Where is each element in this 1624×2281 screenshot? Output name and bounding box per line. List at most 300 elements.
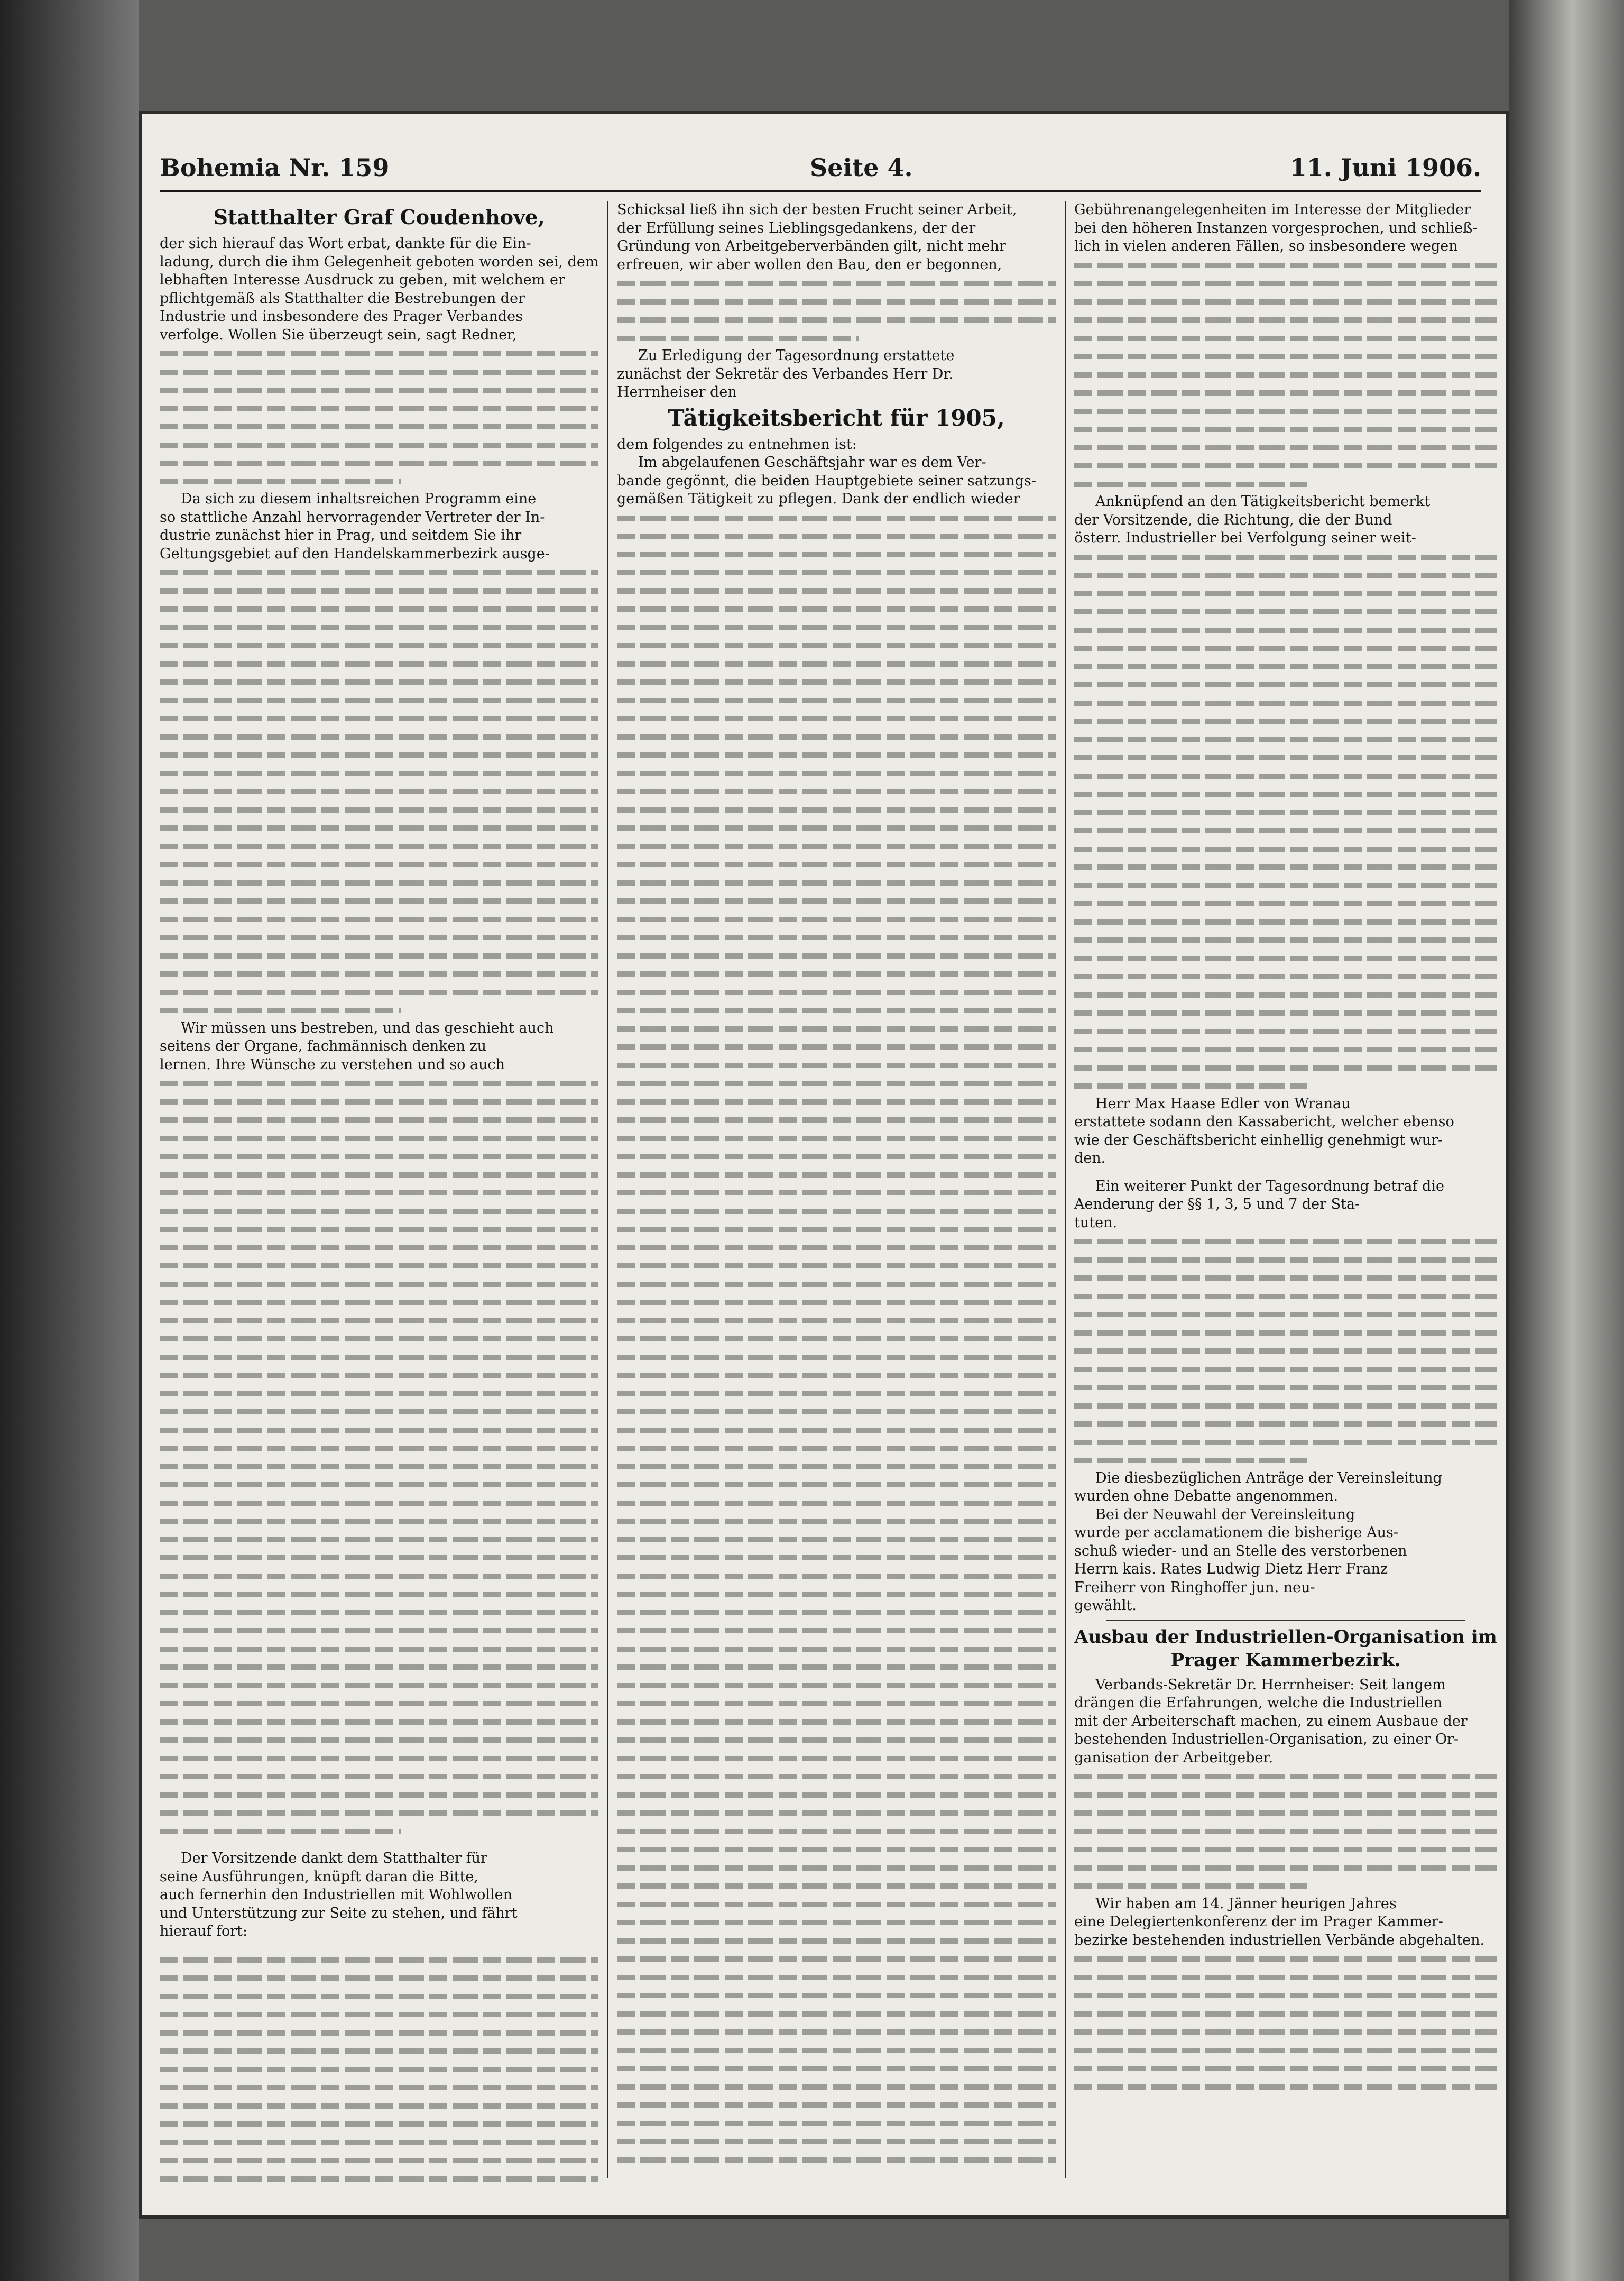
text-placeholder: [617, 1238, 1056, 1257]
text-line: zunächst der Sekretär des Verbandes Herr Dr.: [617, 365, 953, 382]
text-placeholder: [1074, 548, 1497, 566]
text-placeholder: [617, 1749, 1056, 1768]
text-placeholder: [1074, 767, 1497, 785]
text-placeholder: [617, 1767, 1056, 1786]
text-placeholder: [1074, 1968, 1497, 1986]
text-line: Geltungsgebiet auf den Handelskammerbezirk ausge-: [160, 545, 550, 562]
text-placeholder: [160, 1256, 598, 1275]
text-placeholder: [617, 618, 1056, 637]
text-placeholder: [617, 1949, 1056, 1968]
text-placeholder: [160, 1731, 598, 1749]
text-placeholder: [1074, 748, 1497, 767]
text-line: Zu Erledigung der Tagesordnung erstattete: [638, 347, 955, 364]
text-placeholder: [160, 2114, 598, 2133]
text-line: dustrie zunächst hier in Prag, und seitdem Sie ihr: [160, 527, 522, 544]
text-placeholder: [1074, 913, 1497, 931]
text-placeholder: [617, 1275, 1056, 1293]
text-line: gemäßen Tätigkeit zu pflegen. Dank der endlich wieder: [617, 491, 1020, 507]
text-placeholder: [1074, 383, 1497, 402]
text-line: auch fernerhin den Industriellen mit Wohlwollen: [160, 1887, 513, 1903]
text-placeholder: [1074, 602, 1497, 621]
text-placeholder: [1074, 566, 1497, 584]
text-placeholder: [160, 1822, 598, 1841]
text-placeholder: [617, 2022, 1056, 2041]
text-placeholder: [617, 1019, 1056, 1038]
text-placeholder: [617, 764, 1056, 783]
text-placeholder: [1074, 986, 1497, 1004]
text-placeholder: [160, 746, 598, 764]
text-placeholder: [617, 1147, 1056, 1165]
column-right: [1074, 201, 1497, 2189]
text-placeholder: [160, 2005, 598, 2024]
text-placeholder: [160, 855, 598, 873]
text-placeholder: [1074, 1822, 1497, 1841]
text-placeholder: [617, 1110, 1056, 1129]
text-placeholder: [1074, 1451, 1497, 1469]
text-placeholder: [1074, 1877, 1497, 1895]
section-heading: Statthalter Graf Coudenhove,: [213, 205, 545, 229]
text-line: drängen die Erfahrungen, welche die Industriellen: [1074, 1695, 1442, 1711]
text-placeholder: [1074, 329, 1497, 347]
text-placeholder: [1074, 1396, 1497, 1415]
text-line: Aenderung der §§ 1, 3, 5 und 7 der Sta-: [1074, 1196, 1360, 1212]
text-placeholder: [160, 1786, 598, 1804]
text-placeholder: [617, 1859, 1056, 1877]
text-placeholder: [617, 1494, 1056, 1512]
text-placeholder: [160, 636, 598, 655]
text-placeholder: [1074, 402, 1497, 420]
text-line: bande gegönnt, die beiden Hauptgebiete seiner satzungs-: [617, 472, 1036, 489]
text-placeholder: [160, 2041, 598, 2060]
text-placeholder: [1074, 2059, 1497, 2077]
text-placeholder: [617, 1804, 1056, 1822]
text-placeholder: [160, 1621, 598, 1640]
text-placeholder: [1074, 475, 1497, 493]
text-line: den.: [1074, 1150, 1106, 1166]
text-placeholder: [160, 1987, 598, 2006]
text-placeholder: [617, 1074, 1056, 1092]
text-placeholder: [617, 728, 1056, 746]
text-placeholder: [617, 509, 1056, 527]
text-placeholder: [160, 1969, 598, 1987]
text-placeholder: [1074, 821, 1497, 840]
text-line: seitens der Organe, fachmännisch denken zu: [160, 1038, 487, 1054]
text-placeholder: [617, 2095, 1056, 2114]
text-placeholder: [617, 1822, 1056, 1841]
text-line: mit der Arbeiterschaft machen, zu einem Ausbaue der: [1074, 1713, 1468, 1730]
text-line: lernen. Ihre Wünsche zu verstehen und so auch: [160, 1056, 505, 1073]
text-placeholder: [617, 1731, 1056, 1749]
text-placeholder: [1074, 1804, 1497, 1822]
text-line: der sich hierauf das Wort erbat, dankte für die Ein-: [160, 235, 531, 252]
text-placeholder: [1074, 1004, 1497, 1022]
text-placeholder: [1074, 840, 1497, 858]
text-placeholder: [617, 1457, 1056, 1476]
text-line: bestehenden Industriellen-Organisation, zu einer Or-: [1074, 1731, 1459, 1747]
text-placeholder: [617, 1877, 1056, 1895]
text-placeholder: [1074, 931, 1497, 949]
text-placeholder: [1074, 1360, 1497, 1378]
text-placeholder: [617, 274, 1056, 292]
text-placeholder: [160, 1165, 598, 1184]
text-placeholder: [1074, 730, 1497, 749]
text-placeholder: [1074, 1040, 1497, 1059]
text-placeholder: [1074, 1949, 1497, 1968]
right-binding-edge: [1509, 0, 1624, 2281]
text-placeholder: [160, 1676, 598, 1695]
header-rule: [160, 190, 1481, 192]
text-placeholder: [1074, 1022, 1497, 1041]
text-placeholder: [160, 1275, 598, 1293]
text-placeholder: [617, 2114, 1056, 2132]
text-line: so stattliche Anzahl hervorragender Vertreter der In-: [160, 509, 545, 526]
text-line: hierauf fort:: [160, 1923, 248, 1939]
text-placeholder: [160, 1640, 598, 1658]
text-placeholder: [1074, 712, 1497, 730]
text-placeholder: [617, 1092, 1056, 1111]
text-placeholder: [160, 2151, 598, 2169]
text-line: erfreuen, wir aber wollen den Bau, den er begonnen,: [617, 256, 1002, 273]
text-placeholder: [1074, 2022, 1497, 2041]
text-line: der Erfüllung seines Lieblingsgedankens, der der: [617, 219, 976, 236]
page-number: Seite 4.: [810, 153, 913, 182]
text-line: Der Vorsitzende dankt dem Statthalter für: [181, 1850, 487, 1866]
text-placeholder: [617, 1640, 1056, 1658]
text-placeholder: [617, 2150, 1056, 2169]
text-placeholder: [1074, 894, 1497, 913]
text-placeholder: [160, 1129, 598, 1147]
text-placeholder: [1074, 1305, 1497, 1323]
text-placeholder: [617, 1713, 1056, 1731]
text-placeholder: [160, 983, 598, 1001]
text-placeholder: [160, 1567, 598, 1585]
text-line: Gründung von Arbeitgeberverbänden gilt, nicht mehr: [617, 238, 1006, 254]
text-line: Industrie und insbesondere des Prager Verbandes: [160, 308, 523, 325]
text-placeholder: [617, 2004, 1056, 2023]
text-line: Wir haben am 14. Jänner heurigen Jahres: [1095, 1895, 1397, 1912]
text-line: ganisation der Arbeitgeber.: [1074, 1749, 1274, 1766]
section-divider: [1106, 1620, 1465, 1621]
text-placeholder: [617, 527, 1056, 545]
text-placeholder: [1074, 858, 1497, 876]
issue-date: 11. Juni 1906.: [1289, 153, 1481, 182]
text-placeholder: [617, 1001, 1056, 1019]
column-middle: [617, 201, 1056, 2189]
text-placeholder: [160, 1293, 598, 1311]
text-placeholder: [617, 1786, 1056, 1804]
text-placeholder: [160, 582, 598, 600]
text-placeholder: [160, 1311, 598, 1330]
text-placeholder: [617, 1256, 1056, 1275]
text-placeholder: [617, 837, 1056, 856]
text-placeholder: [1074, 347, 1497, 365]
text-placeholder: [160, 764, 598, 783]
text-placeholder: [160, 2060, 598, 2078]
text-line: gewählt.: [1074, 1597, 1137, 1614]
text-line: Im abgelaufenen Geschäftsjahr war es dem Ver-: [638, 454, 986, 471]
text-line: Herr Max Haase Edler von Wranau: [1095, 1095, 1351, 1112]
text-placeholder: [617, 673, 1056, 691]
text-placeholder: [160, 1202, 598, 1220]
text-placeholder: [1074, 2041, 1497, 2059]
section-heading: Ausbau der Industriellen-Organisation im Prager Kammerbezirk.: [1074, 1626, 1497, 1671]
text-line: Die diesbezüglichen Anträge der Vereinsleitung: [1095, 1469, 1442, 1486]
text-placeholder: [1074, 803, 1497, 822]
text-placeholder: [617, 1694, 1056, 1713]
text-placeholder: [1074, 621, 1497, 639]
text-placeholder: [160, 2133, 598, 2151]
text-placeholder: [160, 673, 598, 691]
text-placeholder: [160, 1457, 598, 1476]
text-placeholder: [617, 563, 1056, 582]
column-rule: [607, 201, 608, 2178]
text-line: seine Ausführungen, knüpft daran die Bitte,: [160, 1868, 478, 1885]
text-placeholder: [617, 1968, 1056, 1986]
text-line: verfolge. Wollen Sie überzeugt sein, sagt Redner,: [160, 326, 517, 343]
text-placeholder: [160, 563, 598, 582]
text-placeholder: [1074, 1986, 1497, 2004]
text-placeholder: [617, 1986, 1056, 2004]
text-placeholder: [160, 1238, 598, 1257]
text-placeholder: [1074, 1250, 1497, 1269]
text-placeholder: [1074, 456, 1497, 475]
text-placeholder: [160, 1749, 598, 1768]
text-placeholder: [617, 1183, 1056, 1202]
text-placeholder: [160, 1603, 598, 1622]
text-placeholder: [160, 928, 598, 946]
text-placeholder: [160, 910, 598, 928]
text-placeholder: [617, 891, 1056, 910]
text-placeholder: [160, 1512, 598, 1530]
text-placeholder: [160, 1183, 598, 1202]
text-line: pflichtgemäß als Statthalter die Bestrebungen der: [160, 290, 525, 307]
text-placeholder: [1074, 639, 1497, 657]
text-line: wurden ohne Debatte angenommen.: [1074, 1488, 1339, 1504]
text-placeholder: [617, 636, 1056, 655]
text-line: bei den höheren Instanzen vorgesprochen, und schließ-: [1074, 219, 1478, 236]
text-placeholder: [1074, 2004, 1497, 2023]
page-header: [160, 153, 1481, 190]
text-placeholder: [1074, 420, 1497, 438]
text-placeholder: [160, 1767, 598, 1786]
text-placeholder: [617, 1037, 1056, 1056]
text-placeholder: [617, 1129, 1056, 1147]
text-placeholder: [617, 818, 1056, 837]
text-line: ladung, durch die ihm Gelegenheit geboten worden sei, dem: [160, 253, 598, 270]
text-placeholder: [617, 983, 1056, 1001]
text-placeholder: [160, 1658, 598, 1676]
text-placeholder: [160, 2024, 598, 2042]
text-placeholder: [160, 1348, 598, 1366]
text-placeholder: [1074, 694, 1497, 712]
text-placeholder: [1074, 1059, 1497, 1077]
text-placeholder: [160, 709, 598, 728]
text-placeholder: [160, 472, 598, 491]
text-placeholder: [160, 1110, 598, 1129]
text-placeholder: [617, 946, 1056, 965]
text-placeholder: [617, 873, 1056, 892]
text-placeholder: [160, 454, 598, 472]
text-placeholder: [160, 600, 598, 618]
text-line: lebhaften Interesse Ausdruck zu geben, mit welchem er: [160, 272, 565, 288]
text-placeholder: [617, 2132, 1056, 2150]
text-placeholder: [1074, 1433, 1497, 1451]
text-placeholder: [160, 1421, 598, 1439]
text-placeholder: [617, 545, 1056, 564]
text-placeholder: [617, 801, 1056, 819]
text-line: Verbands-Sekretär Dr. Herrnheiser: Seit langem: [1095, 1676, 1446, 1693]
text-line: dem folgendes zu entnehmen ist:: [617, 436, 857, 453]
text-placeholder: [617, 1202, 1056, 1220]
text-line: wurde per acclamationem die bisherige Aus-: [1074, 1524, 1398, 1541]
text-placeholder: [617, 1384, 1056, 1403]
text-placeholder: [617, 655, 1056, 673]
text-placeholder: [617, 1621, 1056, 1640]
text-placeholder: [617, 1056, 1056, 1074]
text-placeholder: [1074, 438, 1497, 457]
text-placeholder: [160, 436, 598, 454]
text-placeholder: [617, 1220, 1056, 1238]
text-placeholder: [160, 655, 598, 673]
text-placeholder: [617, 746, 1056, 764]
text-placeholder: [617, 2041, 1056, 2059]
text-line: Gebührenangelegenheiten im Interesse der Mitglieder: [1074, 201, 1471, 218]
text-placeholder: [160, 1951, 598, 1969]
text-placeholder: [1074, 1378, 1497, 1396]
text-placeholder: [617, 1932, 1056, 1950]
text-placeholder: [1074, 1287, 1497, 1305]
text-placeholder: [160, 873, 598, 892]
text-placeholder: [1074, 292, 1497, 311]
text-placeholder: [160, 1074, 598, 1092]
text-placeholder: [1074, 1077, 1497, 1095]
text-line: tuten.: [1074, 1214, 1118, 1231]
text-placeholder: [617, 1165, 1056, 1184]
text-placeholder: [160, 2078, 598, 2096]
section-heading: Tätigkeitsbericht für 1905,: [668, 404, 1005, 431]
text-placeholder: [617, 1402, 1056, 1421]
text-placeholder: [160, 2096, 598, 2115]
text-placeholder: [1074, 365, 1497, 384]
text-placeholder: [617, 691, 1056, 710]
text-placeholder: [1074, 1268, 1497, 1287]
text-placeholder: [1074, 785, 1497, 803]
text-placeholder: [617, 1530, 1056, 1549]
text-placeholder: [160, 1804, 598, 1822]
text-placeholder: [160, 837, 598, 856]
text-line: Herrnheiser den: [617, 384, 737, 400]
text-placeholder: [617, 582, 1056, 600]
text-placeholder: [617, 928, 1056, 946]
text-placeholder: [160, 1092, 598, 1111]
text-placeholder: [160, 2187, 598, 2189]
text-placeholder: [617, 329, 1056, 347]
text-placeholder: [617, 1840, 1056, 1859]
text-placeholder: [160, 363, 598, 381]
text-line: Freiherr von Ringhoffer jun. neu-: [1074, 1579, 1315, 1596]
text-placeholder: [617, 310, 1056, 329]
text-placeholder: [160, 818, 598, 837]
text-placeholder: [617, 1293, 1056, 1311]
text-placeholder: [1074, 1840, 1497, 1859]
text-line: der Vorsitzende, die Richtung, die der Bund: [1074, 511, 1392, 528]
text-placeholder: [617, 1329, 1056, 1348]
text-placeholder: [1074, 1414, 1497, 1433]
text-placeholder: [1074, 1323, 1497, 1342]
text-placeholder: [160, 1147, 598, 1165]
text-line: Da sich zu diesem inhaltsreichen Programm eine: [181, 491, 537, 507]
text-line: erstattete sodann den Kassabericht, welcher ebenso: [1074, 1114, 1454, 1130]
text-placeholder: [160, 1494, 598, 1512]
text-placeholder: [617, 964, 1056, 983]
text-placeholder: [160, 1402, 598, 1421]
text-placeholder: [617, 782, 1056, 801]
text-line: Bei der Neuwahl der Vereinsleitung: [1095, 1506, 1355, 1523]
text-placeholder: [617, 709, 1056, 728]
text-placeholder: [160, 1384, 598, 1403]
text-placeholder: [617, 2059, 1056, 2077]
text-line: Schicksal ließ ihn sich der besten Frucht seiner Arbeit,: [617, 201, 1017, 218]
newspaper-page: [139, 111, 1509, 2219]
text-placeholder: [617, 1676, 1056, 1695]
text-placeholder: [617, 1475, 1056, 1494]
text-placeholder: [617, 910, 1056, 928]
text-placeholder: [1074, 274, 1497, 292]
text-placeholder: [160, 1001, 598, 1019]
text-placeholder: [1074, 657, 1497, 676]
text-placeholder: [160, 728, 598, 746]
text-placeholder: [160, 1439, 598, 1457]
text-placeholder: [1074, 967, 1497, 986]
text-placeholder: [160, 1329, 598, 1348]
text-placeholder: [160, 1585, 598, 1603]
text-placeholder: [617, 1895, 1056, 1914]
text-placeholder: [617, 1348, 1056, 1366]
text-line: bezirke bestehenden industriellen Verbände abgehalten.: [1074, 1932, 1485, 1948]
text-placeholder: [1074, 675, 1497, 694]
text-placeholder: [617, 1512, 1056, 1530]
text-placeholder: [1074, 1341, 1497, 1360]
text-line: schuß wieder- und an Stelle des verstorbenen: [1074, 1542, 1407, 1559]
text-placeholder: [1074, 584, 1497, 603]
text-line: wie der Geschäftsbericht einhellig genehmigt wur-: [1074, 1132, 1443, 1148]
text-placeholder: [1074, 256, 1497, 274]
text-placeholder: [617, 1658, 1056, 1676]
text-placeholder: [160, 2169, 598, 2188]
column-left: [160, 201, 598, 2189]
text-placeholder: [1074, 876, 1497, 895]
text-placeholder: [160, 1220, 598, 1238]
text-placeholder: [160, 1475, 598, 1494]
text-placeholder: [617, 1311, 1056, 1330]
text-placeholder: [160, 801, 598, 819]
newspaper-issue: Bohemia Nr. 159: [160, 153, 390, 182]
text-placeholder: [1074, 1767, 1497, 1786]
text-placeholder: [160, 1694, 598, 1713]
text-placeholder: [160, 399, 598, 418]
text-line: und Unterstützung zur Seite zu stehen, und fährt: [160, 1905, 518, 1921]
text-line: österr. Industrieller bei Verfolgung seiner weit-: [1074, 530, 1416, 546]
text-line: Anknüpfend an den Tätigkeitsbericht bemerkt: [1095, 493, 1431, 510]
text-placeholder: [160, 691, 598, 710]
text-placeholder: [160, 1713, 598, 1731]
text-placeholder: [160, 344, 598, 363]
text-placeholder: [160, 618, 598, 637]
text-placeholder: [160, 1548, 598, 1567]
text-placeholder: [160, 891, 598, 910]
text-line: Herrn kais. Rates Ludwig Dietz Herr Franz: [1074, 1561, 1388, 1577]
text-placeholder: [1074, 949, 1497, 968]
